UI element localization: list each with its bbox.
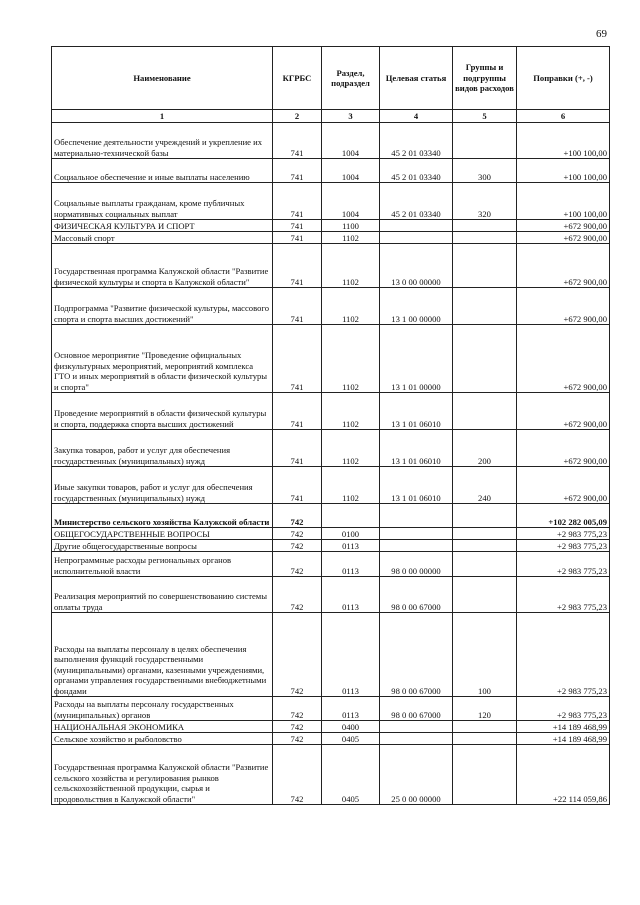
- row-group: 300: [453, 159, 517, 183]
- table-row: [52, 159, 610, 183]
- row-name: Проведение мероприятий в области физической культуры и спорта, поддержка спорта высших достижений: [52, 393, 273, 430]
- table-row: [52, 220, 610, 232]
- column-number-row: [52, 110, 610, 123]
- table-row: [52, 528, 610, 540]
- row-kgrbs: 741: [273, 220, 322, 232]
- row-amount: +672 900,00: [517, 220, 610, 232]
- row-section: 1102: [322, 288, 380, 325]
- row-kgrbs: 742: [273, 577, 322, 613]
- row-kgrbs: 741: [273, 244, 322, 288]
- row-article: [380, 528, 453, 540]
- row-amount: +100 100,00: [517, 183, 610, 220]
- row-amount: +2 983 775,23: [517, 552, 610, 577]
- row-group: [453, 288, 517, 325]
- row-section: 1102: [322, 232, 380, 244]
- row-group: 320: [453, 183, 517, 220]
- row-amount: +100 100,00: [517, 159, 610, 183]
- row-name: Сельское хозяйство и рыболовство: [52, 733, 273, 745]
- row-kgrbs: 741: [273, 430, 322, 467]
- row-article: 45 2 01 03340: [380, 183, 453, 220]
- row-amount: +672 900,00: [517, 288, 610, 325]
- row-section: 0113: [322, 577, 380, 613]
- row-amount: +672 900,00: [517, 467, 610, 504]
- row-name: Закупка товаров, работ и услуг для обеспечения государственных (муниципальных) нужд: [52, 430, 273, 467]
- row-amount: +672 900,00: [517, 393, 610, 430]
- row-article: 98 0 00 00000: [380, 552, 453, 577]
- row-name: ФИЗИЧЕСКАЯ КУЛЬТУРА И СПОРТ: [52, 220, 273, 232]
- row-amount: +2 983 775,23: [517, 613, 610, 697]
- row-article: [380, 220, 453, 232]
- table-row: [52, 325, 610, 393]
- row-section: 1004: [322, 159, 380, 183]
- header-groups: Группы и подгруппы видов расходов: [453, 47, 517, 110]
- row-article: 13 1 01 06010: [380, 430, 453, 467]
- row-name: Иные закупки товаров, работ и услуг для обеспечения государственных (муниципальных) нужд: [52, 467, 273, 504]
- row-amount: +14 189 468,99: [517, 733, 610, 745]
- row-article: 13 1 01 06010: [380, 467, 453, 504]
- row-kgrbs: 741: [273, 183, 322, 220]
- table-row: [52, 745, 610, 805]
- row-kgrbs: 742: [273, 733, 322, 745]
- table-row: [52, 540, 610, 552]
- row-name: ОБЩЕГОСУДАРСТВЕННЫЕ ВОПРОСЫ: [52, 528, 273, 540]
- row-kgrbs: 742: [273, 613, 322, 697]
- row-amount: +672 900,00: [517, 232, 610, 244]
- table-row: [52, 288, 610, 325]
- row-name: Основное мероприятие "Проведение официальных физкультурных мероприятий, мероприятий комплекса ГТО и иных мероприятий в области физической культуры и спорта": [52, 325, 273, 393]
- row-group: [453, 552, 517, 577]
- row-section: 1100: [322, 220, 380, 232]
- column-number: 2: [273, 110, 322, 123]
- row-section: 1102: [322, 467, 380, 504]
- row-amount: +100 100,00: [517, 123, 610, 159]
- row-article: [380, 232, 453, 244]
- column-number: 4: [380, 110, 453, 123]
- row-name: Социальное обеспечение и иные выплаты населению: [52, 159, 273, 183]
- row-amount: +672 900,00: [517, 244, 610, 288]
- row-article: 98 0 00 67000: [380, 577, 453, 613]
- row-name: Министерство сельского хозяйства Калужской области: [52, 504, 273, 528]
- row-group: [453, 325, 517, 393]
- row-group: [453, 504, 517, 528]
- row-section: 0113: [322, 697, 380, 721]
- header-article: Целевая статья: [380, 47, 453, 110]
- row-amount: +14 189 468,99: [517, 721, 610, 733]
- table-row: [52, 183, 610, 220]
- row-kgrbs: 742: [273, 504, 322, 528]
- row-group: 120: [453, 697, 517, 721]
- row-amount: +672 900,00: [517, 325, 610, 393]
- table-row: [52, 733, 610, 745]
- row-article: 13 1 01 06010: [380, 393, 453, 430]
- row-name: НАЦИОНАЛЬНАЯ ЭКОНОМИКА: [52, 721, 273, 733]
- row-section: [322, 504, 380, 528]
- row-amount: +2 983 775,23: [517, 577, 610, 613]
- row-group: 240: [453, 467, 517, 504]
- row-article: 25 0 00 00000: [380, 745, 453, 805]
- row-article: 13 1 01 00000: [380, 325, 453, 393]
- row-group: [453, 745, 517, 805]
- header-amendments: Поправки (+, -): [517, 47, 610, 110]
- row-name: Непрограммные расходы региональных органов исполнительной власти: [52, 552, 273, 577]
- budget-amendments-table: [51, 46, 610, 805]
- row-article: 13 1 00 00000: [380, 288, 453, 325]
- table-header-row: [52, 47, 610, 110]
- table-row: [52, 613, 610, 697]
- row-name: Реализация мероприятий по совершенствованию системы оплаты труда: [52, 577, 273, 613]
- row-name: Расходы на выплаты персоналу в целях обеспечения выполнения функций государственными (муниципальными) органами, казенными учреждениями, органами управления государственными внебюджетными фондами: [52, 613, 273, 697]
- header-kgrbs: КГРБС: [273, 47, 322, 110]
- table-row: [52, 721, 610, 733]
- table-row: [52, 577, 610, 613]
- row-kgrbs: 742: [273, 745, 322, 805]
- row-group: [453, 733, 517, 745]
- row-section: 0400: [322, 721, 380, 733]
- row-article: 98 0 00 67000: [380, 697, 453, 721]
- row-group: [453, 232, 517, 244]
- row-group: [453, 540, 517, 552]
- row-kgrbs: 741: [273, 393, 322, 430]
- table-row: [52, 552, 610, 577]
- row-kgrbs: 742: [273, 697, 322, 721]
- row-group: [453, 528, 517, 540]
- row-kgrbs: 741: [273, 232, 322, 244]
- row-group: [453, 393, 517, 430]
- row-group: 200: [453, 430, 517, 467]
- table-row: [52, 504, 610, 528]
- table-row: [52, 232, 610, 244]
- row-section: 0405: [322, 733, 380, 745]
- row-section: 1102: [322, 325, 380, 393]
- row-name: Государственная программа Калужской области "Развитие физической культуры и спорта в Калужской области": [52, 244, 273, 288]
- row-kgrbs: 741: [273, 325, 322, 393]
- row-section: 0113: [322, 540, 380, 552]
- row-kgrbs: 742: [273, 540, 322, 552]
- row-article: [380, 733, 453, 745]
- row-group: [453, 244, 517, 288]
- column-number: 1: [52, 110, 273, 123]
- row-section: 0405: [322, 745, 380, 805]
- row-article: 13 0 00 00000: [380, 244, 453, 288]
- row-section: 0113: [322, 552, 380, 577]
- table-row: [52, 467, 610, 504]
- row-kgrbs: 742: [273, 721, 322, 733]
- row-amount: +2 983 775,23: [517, 540, 610, 552]
- row-kgrbs: 741: [273, 123, 322, 159]
- page-number: 69: [596, 28, 607, 40]
- table-body: [52, 123, 610, 805]
- row-article: [380, 721, 453, 733]
- row-name: Массовый спорт: [52, 232, 273, 244]
- column-number: 6: [517, 110, 610, 123]
- row-article: 98 0 00 67000: [380, 613, 453, 697]
- header-section: Раздел, подраздел: [322, 47, 380, 110]
- row-group: 100: [453, 613, 517, 697]
- table-row: [52, 393, 610, 430]
- row-amount: +672 900,00: [517, 430, 610, 467]
- row-section: 1102: [322, 430, 380, 467]
- row-name: Государственная программа Калужской области "Развитие сельского хозяйства и регулирования рынков сельскохозяйственной продукции, сырья и продовольствия в Калужской области": [52, 745, 273, 805]
- row-name: Подпрограмма "Развитие физической культуры, массового спорта и спорта высших достижений": [52, 288, 273, 325]
- row-section: 0100: [322, 528, 380, 540]
- row-kgrbs: 742: [273, 528, 322, 540]
- row-name: Расходы на выплаты персоналу государственных (муниципальных) органов: [52, 697, 273, 721]
- row-section: 1004: [322, 123, 380, 159]
- row-section: 0113: [322, 613, 380, 697]
- row-section: 1102: [322, 393, 380, 430]
- row-kgrbs: 741: [273, 159, 322, 183]
- column-number: 5: [453, 110, 517, 123]
- table-row: [52, 123, 610, 159]
- row-article: 45 2 01 03340: [380, 123, 453, 159]
- header-name: Наименование: [52, 47, 273, 110]
- row-article: [380, 504, 453, 528]
- row-kgrbs: 742: [273, 552, 322, 577]
- table-row: [52, 697, 610, 721]
- row-article: [380, 540, 453, 552]
- row-group: [453, 721, 517, 733]
- table-row: [52, 430, 610, 467]
- row-section: 1004: [322, 183, 380, 220]
- row-name: Социальные выплаты гражданам, кроме публичных нормативных социальных выплат: [52, 183, 273, 220]
- row-group: [453, 577, 517, 613]
- row-name: Обеспечение деятельности учреждений и укрепление их материально-технической базы: [52, 123, 273, 159]
- column-number: 3: [322, 110, 380, 123]
- row-kgrbs: 741: [273, 288, 322, 325]
- row-article: 45 2 01 03340: [380, 159, 453, 183]
- row-group: [453, 220, 517, 232]
- row-amount: +102 282 005,09: [517, 504, 610, 528]
- table-row: [52, 244, 610, 288]
- row-kgrbs: 741: [273, 467, 322, 504]
- row-name: Другие общегосударственные вопросы: [52, 540, 273, 552]
- row-section: 1102: [322, 244, 380, 288]
- row-amount: +22 114 059,86: [517, 745, 610, 805]
- row-group: [453, 123, 517, 159]
- row-amount: +2 983 775,23: [517, 528, 610, 540]
- row-amount: +2 983 775,23: [517, 697, 610, 721]
